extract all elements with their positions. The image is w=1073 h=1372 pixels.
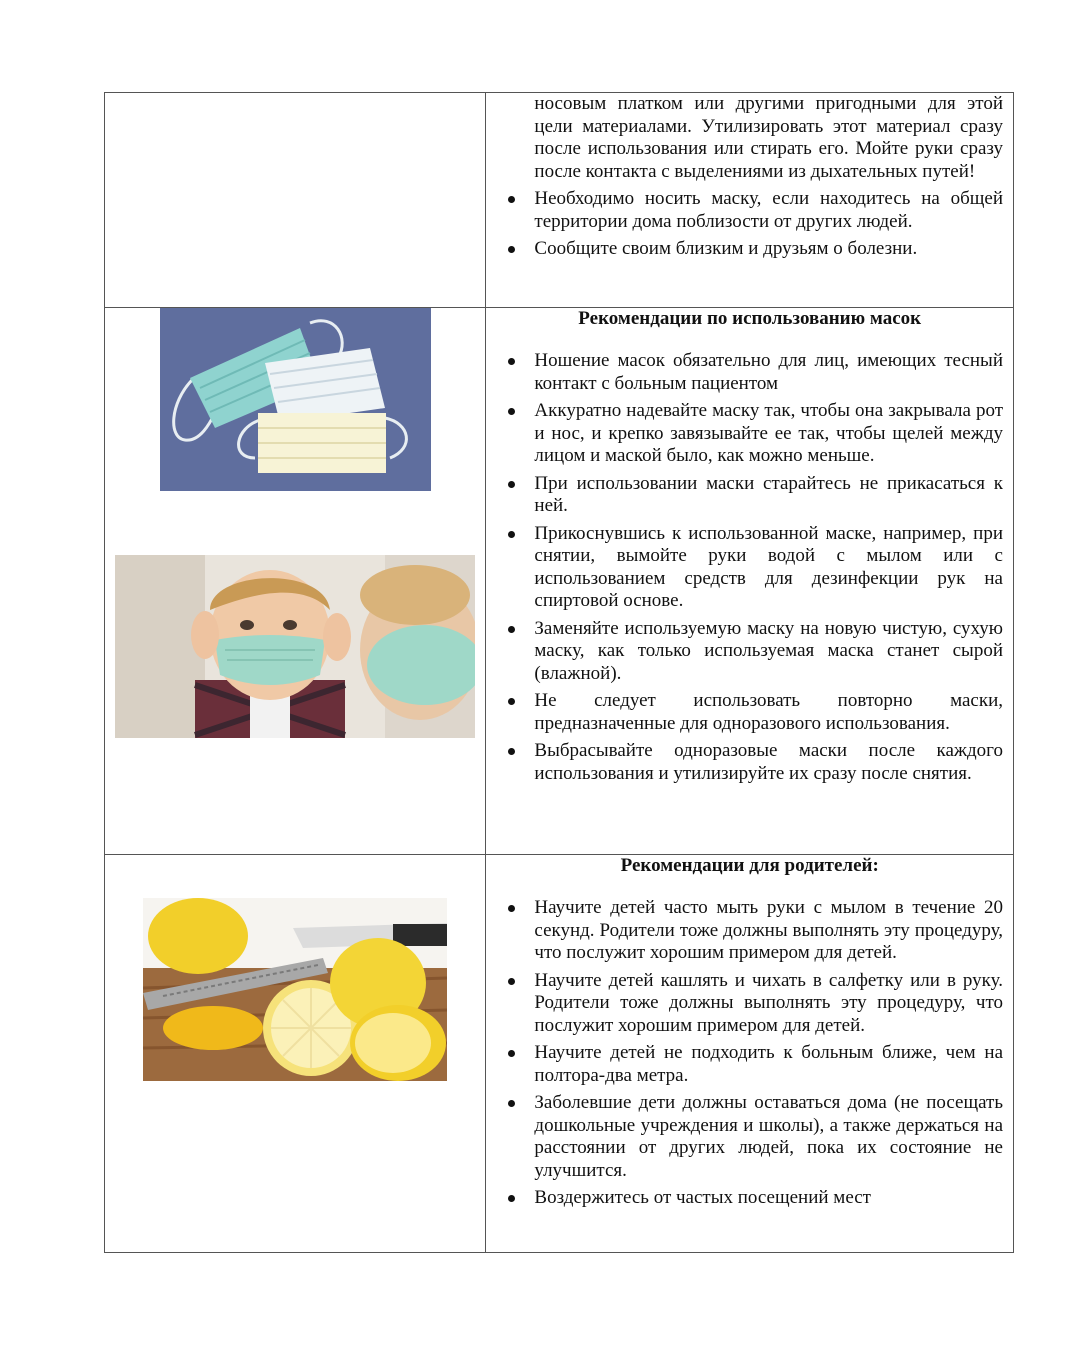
text-cell <box>486 308 1014 855</box>
table-row <box>105 855 1014 1253</box>
text-cell <box>486 93 1014 308</box>
table-row <box>105 308 1014 855</box>
table-row <box>105 93 1014 308</box>
list-item: Не следует использовать повторно маски, предназначенные для одноразового использования. <box>496 690 1003 735</box>
text-cell <box>486 855 1014 1253</box>
list-item: Прикоснувшись к использованной маске, например, при снятии, вымойте руки водой с мылом или с использованием средств для дезинфекции рук на спиртовой основе. <box>496 523 1003 613</box>
list-item: Необходимо носить маску, если находитесь на общей территории дома поблизости от других людей. <box>496 188 1003 233</box>
list-item: Ношение масок обязательно для лиц, имеющих тесный контакт с больным пациентом <box>496 350 1003 395</box>
list-item: Научите детей кашлять и чихать в салфетку или в руку. Родители тоже должны выполнять эту процедуру, что послужит хорошим примером для детей. <box>496 970 1003 1038</box>
section-heading: Рекомендации для родителей: <box>620 855 879 876</box>
bullet-list <box>496 350 1003 785</box>
image-cell <box>105 308 486 855</box>
children-in-masks-photo <box>115 555 475 738</box>
list-item: Выбрасывайте одноразовые маски после каждого использования и утилизируйте их сразу после снятия. <box>496 740 1003 785</box>
list-item: При использовании маски старайтесь не прикасаться к ней. <box>496 473 1003 518</box>
image-cell <box>105 855 486 1253</box>
document-table <box>104 92 1014 1253</box>
empty-cell <box>105 93 486 308</box>
section-heading: Рекомендации по использованию масок <box>578 308 922 329</box>
list-item: Научите детей часто мыть руки с мылом в течение 20 секунд. Родители тоже должны выполнять эту процедуру, что послужит хорошим примером для детей. <box>496 897 1003 965</box>
lemons-photo <box>143 898 447 1081</box>
list-item: Научите детей не подходить к больным ближе, чем на полтора-два метра. <box>496 1042 1003 1087</box>
list-item: Заменяйте используемую маску на новую чистую, сухую маску, как только используемая маска станет сырой (влажной). <box>496 618 1003 686</box>
continued-paragraph: носовым платком или другими пригодными для этой цели материалами. Утилизировать этот материал сразу после использования или стирать его. Мойте руки сразу после контакта с выделениями из дыхательных путей! <box>534 93 1003 182</box>
bullet-list <box>496 897 1003 1210</box>
list-item: Аккуратно надевайте маску так, чтобы она закрывала рот и нос, и крепко завязывайте ее так, чтобы щелей между лицом и маской было, как можно меньше. <box>496 400 1003 468</box>
list-item: Воздержитесь от частых посещений мест <box>496 1187 1003 1210</box>
masks-photo <box>160 308 431 491</box>
bullet-list <box>496 188 1003 261</box>
list-item: Сообщите своим близким и друзьям о болезни. <box>496 238 1003 261</box>
list-item: Заболевшие дети должны оставаться дома (не посещать дошкольные учреждения и школы), а также держаться на расстоянии от других людей, пока их состояние не улучшится. <box>496 1092 1003 1182</box>
